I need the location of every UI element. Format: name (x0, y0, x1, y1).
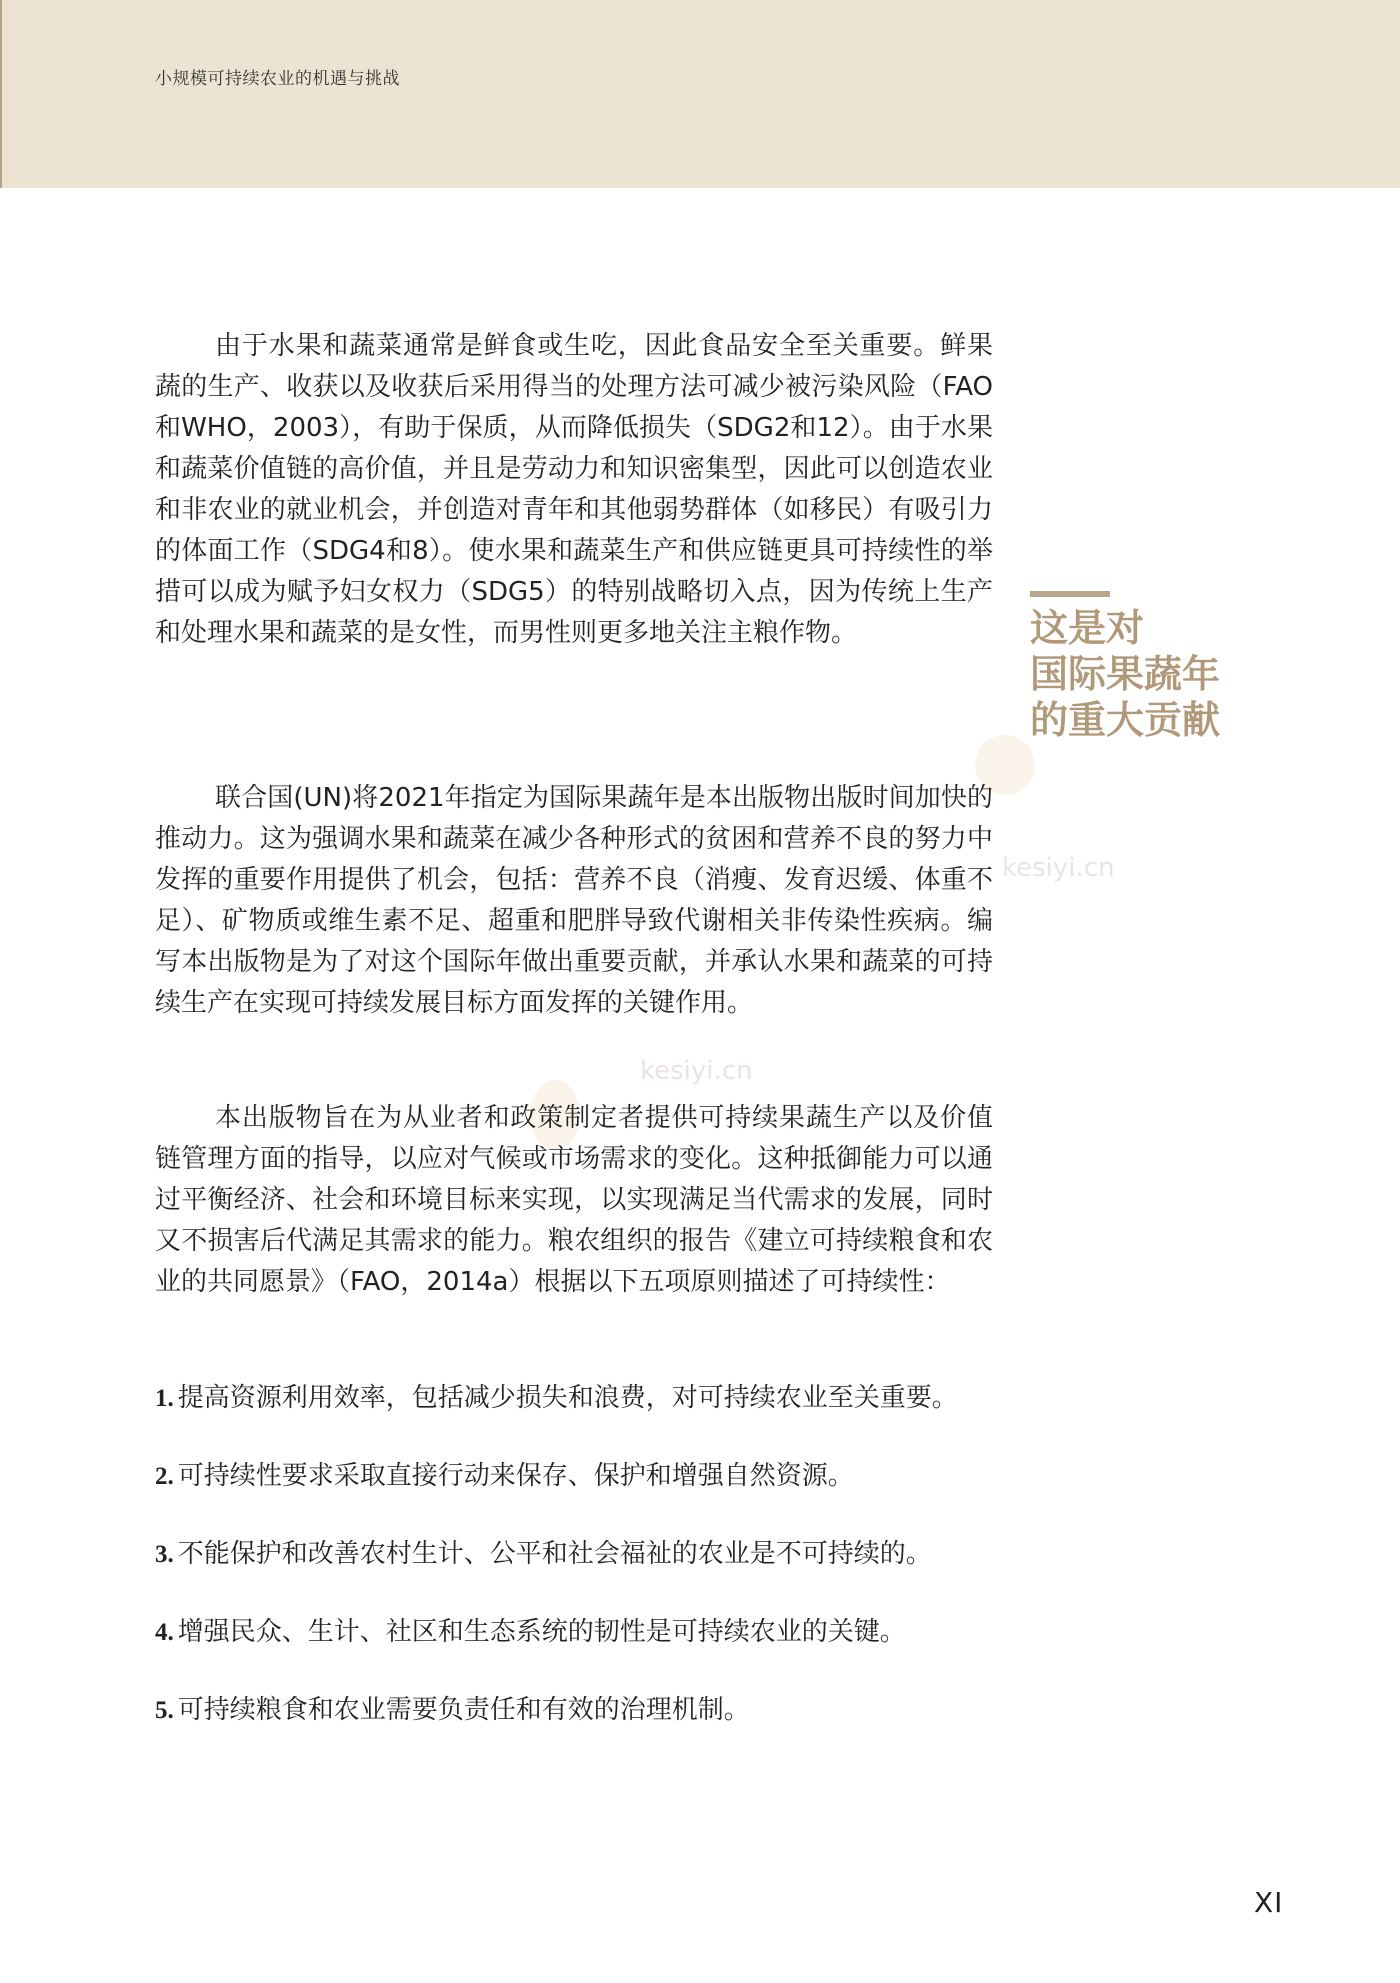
principle-text: 提高资源利用效率，包括减少损失和浪费，对可持续农业至关重要。 (177, 1383, 958, 1413)
principle-item (155, 1374, 1005, 1452)
body-paragraph: 本出版物旨在为从业者和政策制定者提供可持续果蔬生产以及价值链管理方面的指导，以应对气候或市场需求的变化。这种抵御能力可以通过平衡经济、社会和环境目标来实现，以实现满足当代需求的发展，同时又不损害后代满足其需求的能力。粮农组织的报告《建立可持续粮食和农业的共同愿景》（FAO，2014a）根据以下五项原则描述了可持续性： (155, 1103, 993, 1297)
header-band (0, 0, 1400, 188)
watermark-text: kesiyi.cn (640, 1056, 753, 1086)
watermark-text: kesiyi.cn (1002, 853, 1115, 883)
header-edge-line (0, 0, 2, 188)
sidebar-rule (1030, 591, 1110, 597)
principle-number: 4. (155, 1619, 174, 1646)
principle-text: 增强民众、生计、社区和生态系统的韧性是可持续农业的关键。 (177, 1617, 906, 1647)
principles-list (155, 1374, 1005, 1764)
principle-item (155, 1608, 1005, 1686)
principle-item (155, 1686, 1005, 1764)
principle-number: 2. (155, 1463, 174, 1490)
principle-text: 可持续性要求采取直接行动来保存、保护和增强自然资源。 (177, 1461, 854, 1491)
principle-number: 5. (155, 1697, 174, 1724)
principle-number: 1. (155, 1385, 174, 1412)
principle-item (155, 1530, 1005, 1608)
body-paragraph: 联合国(UN)将2021年指定为国际果蔬年是本出版物出版时间加快的推动力。这为强调水果和蔬菜在减少各种形式的贫困和营养不良的努力中发挥的重要作用提供了机会，包括：营养不良（消瘦、发育迟缓、体重不足）、矿物质或维生素不足、超重和肥胖导致代谢相关非传染性疾病。编写本出版物是为了对这个国际年做出重要贡献，并承认水果和蔬菜的可持续生产在实现可持续发展目标方面发挥的关键作用。 (155, 783, 993, 1018)
callout-line: 的重大贡献 (1030, 698, 1221, 742)
principle-number: 3. (155, 1541, 174, 1568)
sidebar-callout (1030, 605, 1280, 743)
page-number: XI (1254, 1886, 1284, 1919)
body-paragraph: 由于水果和蔬菜通常是鲜食或生吃，因此食品安全至关重要。鲜果蔬的生产、收获以及收获后采用得当的处理方法可减少被污染风险（FAO和WHO，2003），有助于保质，从而降低损失（SDG2和12）。由于水果和蔬菜价值链的高价值，并且是劳动力和知识密集型，因此可以创造农业和非农业的就业机会，并创造对青年和其他弱势群体（如移民）有吸引力的体面工作（SDG4和8）。使水果和蔬菜生产和供应链更具可持续性的举措可以成为赋予妇女权力（SDG5）的特别战略切入点，因为传统上生产和处理水果和蔬菜的是女性，而男性则更多地关注主粮作物。 (155, 331, 993, 648)
callout-line: 国际果蔬年 (1030, 652, 1221, 696)
principle-item (155, 1452, 1005, 1530)
callout-line: 这是对 (1030, 606, 1145, 650)
principle-text: 不能保护和改善农村生计、公平和社会福祉的农业是不可持续的。 (177, 1539, 932, 1569)
running-title: 小规模可持续农业的机遇与挑战 (155, 69, 400, 89)
principle-text: 可持续粮食和农业需要负责任和有效的治理机制。 (177, 1695, 750, 1725)
